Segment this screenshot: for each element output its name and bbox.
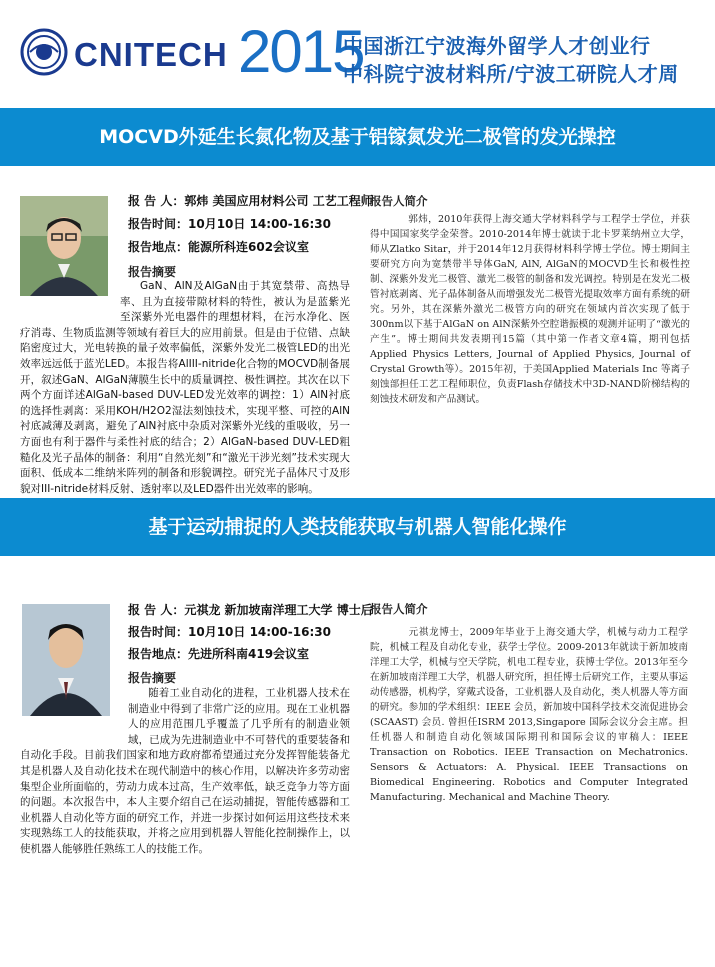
abstract-text — [20, 686, 350, 858]
bio-text — [370, 625, 688, 805]
talk-title-banner: 基于运动捕捉的人类技能获取与机器人智能化操作 — [0, 498, 715, 556]
location-line: 报告地点：能源所科连602会议室 — [128, 240, 310, 254]
cas-logo-icon — [20, 28, 68, 76]
speaker-line: 报 告 人：元祺龙 新加坡南洋理工大学 博士后 — [128, 603, 373, 617]
bio-body: 郭炜，2010年获得上海交通大学材料科学与工程学士学位，并获得中国国家奖学金荣誉。2010-2014年博士就读于北卡罗莱纳州立大学，师从Zlatko Sitar，并于2014年12月获得材料科学博士学位。博士期间主要研究方向为宽禁带半导体GaN, AlN, AlGaN的MOCVD生长和极性控制、深紫外发光二极管、激光二极管的制备和发光调控。特别是在发光二极管衬底剥离、光子晶体制备从而增强发光二极管光提取效率方面有系统的研究。另外，其在深紫外激光二极管方向的研究在领域内首次实现了低于300nm以下基于AlGaN on AlN深紫外空腔谐振模的观测并证明了“激光的产生”。博士期间共发表期刊15篇（其中第一作者文章4篇，期刊包括Applied Physics Letters, Journal of Applied Physics, Journal of Crystal Growth等）。2015年初，于美国Applied Materials Inc 等离子刻蚀部担任工艺工程师职位，负责Flash存储技术中3D-NAND阶梯结构的刻蚀技术研发和产品测试。 — [370, 214, 690, 405]
abstract-body: 随着工业自动化的进程，工业机器人技术在制造业中得到了非常广泛的应用。现在工业机器人的应用范围几乎覆盖了几乎所有的制造业领域，已成为先进制造业中不可替代的重要装备和自动化手段。目前我们国家和地方政府都希望通过充分发挥智能装备尤其是机器人及自动化技术在现代制造中的核心作用，以解决许多劳动密集型企业所面临的，劳动力成本过高，生产效率低，缺乏竞争力等方面的问题。本次报告中，本人主要介绍自己在运动捕捉，智能传感器和工业机器人自动化等方面的研究工作，并进一步探讨如何运用这些技术来实现熟练工人的技能获取，并将之应用到机器人智能化控制操作上，以使机器人能够胜任熟练工人的技能工作。 — [20, 687, 350, 855]
talk-title-banner: MOCVD外延生长氮化物及基于铝镓氮发光二极管的发光操控 — [0, 108, 715, 166]
abstract-title: 报告摘要 — [128, 265, 177, 279]
bio-title: 报告人简介 — [370, 602, 428, 616]
slogan-line-1: 中国浙江宁波海外留学人才创业行 — [343, 34, 651, 58]
abstract-body: GaN、AlN及AlGaN由于其宽禁带、高热导率、且为直接带隙材料的特性，被认为是蓝紫光至深紫外光电器件的理想材料，在污水净化、医疗消毒、生物质监测等领域有着巨大的应用前景。但是由于位错、点缺陷密度过大，光电转换的量子效率偏低，深紫外发光二极管LED的出光效率远远低于蓝光LED。本报告将AlIII-nitride化合物的MOCVD制备展开，叙述GaN、AlGaN薄膜生长中的质量调控、极性调控。其次在以下两个方面详述AlGaN-based DUV-LED发光效率的调控：1）AlN衬底的选择性剥离：采用KOH/H2O2湿法刻蚀技术，实现平整、可控的AlN 衬底减薄及剥离，避免了AlN衬底中杂质对深紫外光线的重吸收，另一方面也有利于器件与柔性衬底的结合；2）AlGaN-based DUV-LED粗糙化及光子晶体的制备：利用“自然光刻”和“激光干涉光刻”技术实现大面积、低成本二维纳米阵列的制备和形貌调控。研究光子晶体尺寸及形貌对III-nitride材料反射、透射率以及LED器件出光效率的影响。 — [20, 280, 350, 495]
slogan-line-2: 中科院宁波材料所/宁波工研院人才周 — [343, 62, 679, 86]
brand-logo-text: CNITECH — [74, 36, 228, 73]
bio-title: 报告人简介 — [370, 194, 428, 208]
bio-text — [370, 212, 690, 407]
event-year: 2015 — [238, 18, 364, 85]
abstract-text — [20, 279, 350, 497]
location-line: 报告地点：先进所科南419会议室 — [128, 647, 310, 661]
bio-body: 元祺龙博士，2009年毕业于上海交通大学，机械与动力工程学院，机械工程及自动化专业，获学士学位。2009-2013年就读于新加坡南洋理工大学，机械与空天学院，机电工程专业，获博士学位。2013年至今在新加坡南洋理工大学，机器人研究所，担任博士后研究工作，主要从事运动传感器，机构学，穿戴式设备，工业机器人及自动化，类人机器人等方面的研究。参加的学术组织：IEEE 会员，新加坡中国科学技术交流促进协会(SCAAST) 会员. 曾担任ISRM 2013,Singapore 国际会议分会主席。担任机器人和制造自动化领域国际期刊和国际会议的审稿人：IEEE Transaction on Robotics. IEEE Transaction on Mechatronics. Sensors & Actuators: A. Physical. IEEE Transactions on Biomedical Engineering. Robotics and Computer Integrated Manufacturing. Mechanical and Machine Theory. — [370, 627, 688, 803]
header — [0, 0, 715, 108]
time-line: 报告时间：10月10日 14:00-16:30 — [128, 217, 331, 231]
abstract-title: 报告摘要 — [128, 671, 177, 685]
speaker-line: 报 告 人：郭炜 美国应用材料公司 工艺工程师 — [128, 194, 373, 208]
time-line: 报告时间：10月10日 14:00-16:30 — [128, 625, 331, 639]
